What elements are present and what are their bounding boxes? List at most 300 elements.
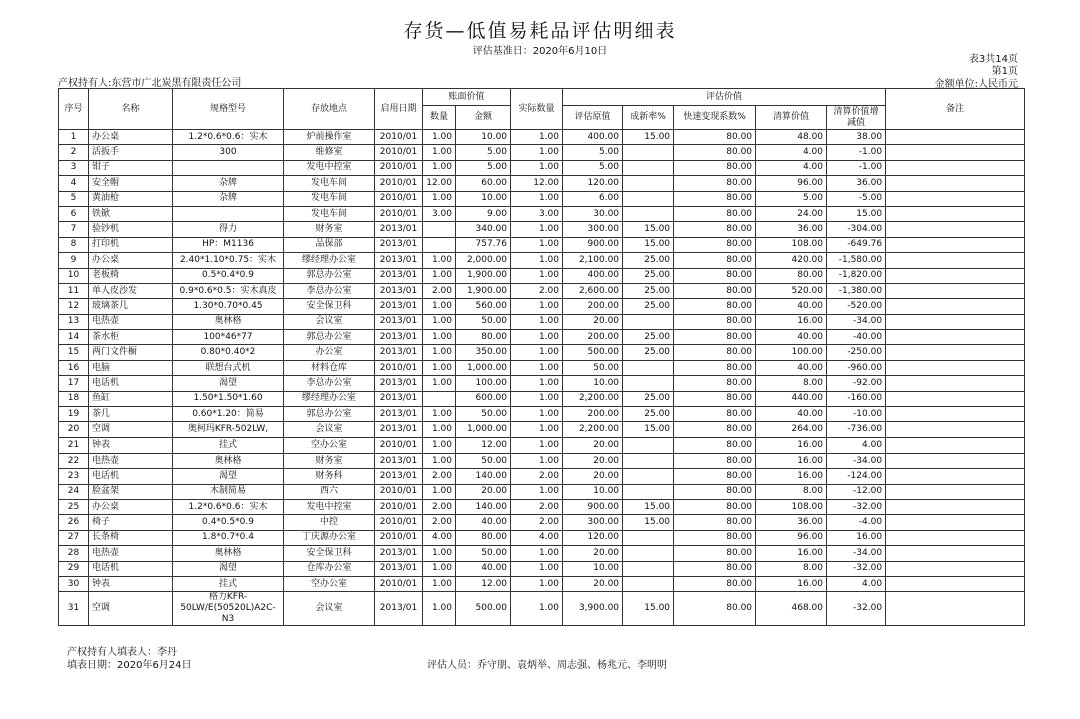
location-cell: 财务室 xyxy=(284,222,375,237)
actual-qty-cell: 1.00 xyxy=(511,330,563,345)
orig-value-cell: 120.00 xyxy=(563,530,623,545)
newness-cell xyxy=(623,438,674,453)
table-row xyxy=(59,515,1025,530)
qty-cell xyxy=(423,222,456,237)
quick-factor-cell: 80.00 xyxy=(674,176,756,191)
actual-qty-cell: 1.00 xyxy=(511,160,563,175)
seq-cell: 6 xyxy=(59,206,89,221)
amount-cell: 140.00 xyxy=(456,469,511,484)
quick-factor-cell: 80.00 xyxy=(674,330,756,345)
location-cell: 财务科 xyxy=(284,469,375,484)
qty-cell: 1.00 xyxy=(423,561,456,576)
newness-cell: 25.00 xyxy=(623,299,674,314)
quick-factor-cell: 80.00 xyxy=(674,453,756,468)
orig-value-cell: 10.00 xyxy=(563,376,623,391)
spec-cell xyxy=(173,206,284,221)
location-cell: 李总办公室 xyxy=(284,376,375,391)
spec-cell: 100*46*77 xyxy=(173,330,284,345)
qty-cell: 1.00 xyxy=(423,576,456,591)
liq-value-cell: 108.00 xyxy=(756,237,827,252)
remark-cell xyxy=(886,484,1025,499)
actual-qty-cell: 1.00 xyxy=(511,391,563,406)
actual-qty-cell: 1.00 xyxy=(511,299,563,314)
remark-cell xyxy=(886,391,1025,406)
orig-value-cell: 6.00 xyxy=(563,191,623,206)
amount-cell: 60.00 xyxy=(456,176,511,191)
orig-value-cell: 10.00 xyxy=(563,484,623,499)
table-row xyxy=(59,561,1025,576)
seq-cell: 16 xyxy=(59,360,89,375)
date-cell: 2013/01 xyxy=(375,283,423,298)
liq-gain-cell: -32.00 xyxy=(827,561,886,576)
liq-value-cell: 48.00 xyxy=(756,130,827,145)
amount-cell: 12.00 xyxy=(456,576,511,591)
actual-qty-cell: 4.00 xyxy=(511,530,563,545)
date-cell: 2013/01 xyxy=(375,237,423,252)
header-quick-factor: 快速变现系数% xyxy=(674,106,756,130)
qty-cell: 12.00 xyxy=(423,176,456,191)
seq-cell: 7 xyxy=(59,222,89,237)
newness-cell xyxy=(623,469,674,484)
liq-gain-cell: 36.00 xyxy=(827,176,886,191)
liq-gain-cell: -12.00 xyxy=(827,484,886,499)
quick-factor-cell: 80.00 xyxy=(674,160,756,175)
qty-cell: 1.00 xyxy=(423,330,456,345)
quick-factor-cell: 80.00 xyxy=(674,576,756,591)
liq-value-cell: 40.00 xyxy=(756,299,827,314)
spec-cell: 杂牌 xyxy=(173,176,284,191)
quick-factor-cell: 80.00 xyxy=(674,546,756,561)
seq-cell: 2 xyxy=(59,145,89,160)
orig-value-cell: 900.00 xyxy=(563,237,623,252)
actual-qty-cell: 1.00 xyxy=(511,407,563,422)
table-row xyxy=(59,237,1025,252)
orig-value-cell: 400.00 xyxy=(563,130,623,145)
actual-qty-cell: 1.00 xyxy=(511,546,563,561)
qty-cell: 1.00 xyxy=(423,453,456,468)
newness-cell xyxy=(623,453,674,468)
name-cell: 黄油枪 xyxy=(89,191,173,206)
location-cell: 会议室 xyxy=(284,422,375,438)
header-actual-qty: 实际数量 xyxy=(511,89,563,130)
qty-cell: 2.00 xyxy=(423,283,456,298)
spec-cell: 0.4*0.5*0.9 xyxy=(173,515,284,530)
newness-cell: 25.00 xyxy=(623,253,674,268)
spec-cell: 300 xyxy=(173,145,284,160)
name-cell: 两门文件橱 xyxy=(89,345,173,360)
orig-value-cell: 200.00 xyxy=(563,407,623,422)
qty-cell: 1.00 xyxy=(423,345,456,360)
spec-cell: 杂牌 xyxy=(173,191,284,206)
liq-gain-cell: -32.00 xyxy=(827,499,886,514)
date-cell: 2013/01 xyxy=(375,391,423,406)
name-cell: 铁锨 xyxy=(89,206,173,221)
liq-gain-cell: -1.00 xyxy=(827,145,886,160)
table-row xyxy=(59,176,1025,191)
qty-cell: 1.00 xyxy=(423,592,456,626)
spec-cell: 挂式 xyxy=(173,576,284,591)
remark-cell xyxy=(886,268,1025,283)
date-cell: 2010/01 xyxy=(375,191,423,206)
date-cell: 2013/01 xyxy=(375,330,423,345)
amount-cell: 1,000.00 xyxy=(456,422,511,438)
amount-cell: 9.00 xyxy=(456,206,511,221)
date-cell: 2010/01 xyxy=(375,576,423,591)
newness-cell: 25.00 xyxy=(623,268,674,283)
seq-cell: 21 xyxy=(59,438,89,453)
liq-value-cell: 8.00 xyxy=(756,376,827,391)
liq-value-cell: 16.00 xyxy=(756,469,827,484)
table-row xyxy=(59,422,1025,438)
seq-cell: 15 xyxy=(59,345,89,360)
location-cell: 郭总办公室 xyxy=(284,330,375,345)
newness-cell xyxy=(623,484,674,499)
name-cell: 脸盆架 xyxy=(89,484,173,499)
spec-cell: 奥林格 xyxy=(173,546,284,561)
seq-cell: 30 xyxy=(59,576,89,591)
table-row xyxy=(59,499,1025,514)
quick-factor-cell: 80.00 xyxy=(674,206,756,221)
orig-value-cell: 200.00 xyxy=(563,299,623,314)
liq-gain-cell: -649.76 xyxy=(827,237,886,252)
liq-gain-cell: -520.00 xyxy=(827,299,886,314)
location-cell: 安全保卫科 xyxy=(284,546,375,561)
newness-cell: 25.00 xyxy=(623,391,674,406)
orig-value-cell: 2,600.00 xyxy=(563,283,623,298)
actual-qty-cell: 1.00 xyxy=(511,314,563,329)
spec-cell: 1.30*0.70*0.45 xyxy=(173,299,284,314)
qty-cell: 1.00 xyxy=(423,160,456,175)
remark-cell xyxy=(886,360,1025,375)
date-cell: 2013/01 xyxy=(375,345,423,360)
newness-cell: 25.00 xyxy=(623,407,674,422)
seq-cell: 19 xyxy=(59,407,89,422)
newness-cell xyxy=(623,206,674,221)
spec-cell: 挂式 xyxy=(173,438,284,453)
name-cell: 办公桌 xyxy=(89,253,173,268)
table-row xyxy=(59,438,1025,453)
amount-cell: 50.00 xyxy=(456,314,511,329)
remark-cell xyxy=(886,422,1025,438)
location-cell: 郭总办公室 xyxy=(284,268,375,283)
liq-gain-cell: 15.00 xyxy=(827,206,886,221)
spec-cell: 奥林格 xyxy=(173,453,284,468)
remark-cell xyxy=(886,222,1025,237)
name-cell: 茶水柜 xyxy=(89,330,173,345)
liq-value-cell: 100.00 xyxy=(756,345,827,360)
quick-factor-cell: 80.00 xyxy=(674,515,756,530)
actual-qty-cell: 1.00 xyxy=(511,222,563,237)
spec-cell: 0.80*0.40*2 xyxy=(173,345,284,360)
orig-value-cell: 20.00 xyxy=(563,469,623,484)
amount-cell: 1,000.00 xyxy=(456,360,511,375)
remark-cell xyxy=(886,546,1025,561)
location-cell: 中控 xyxy=(284,515,375,530)
spec-cell: 0.5*0.4*0.9 xyxy=(173,268,284,283)
location-cell: 发电车间 xyxy=(284,176,375,191)
remark-cell xyxy=(886,314,1025,329)
liq-value-cell: 16.00 xyxy=(756,546,827,561)
qty-cell xyxy=(423,237,456,252)
location-cell: 发电车间 xyxy=(284,191,375,206)
quick-factor-cell: 80.00 xyxy=(674,314,756,329)
date-cell: 2013/01 xyxy=(375,376,423,391)
header-book-value: 账面价值 xyxy=(423,89,511,106)
orig-value-cell: 30.00 xyxy=(563,206,623,221)
orig-value-cell: 3,900.00 xyxy=(563,592,623,626)
seq-cell: 1 xyxy=(59,130,89,145)
qty-cell: 2.00 xyxy=(423,515,456,530)
spec-cell xyxy=(173,160,284,175)
base-date: 评估基准日：2020年6月10日 xyxy=(472,46,608,57)
remark-cell xyxy=(886,453,1025,468)
remark-cell xyxy=(886,576,1025,591)
location-cell: 西六 xyxy=(284,484,375,499)
table-row xyxy=(59,576,1025,591)
liq-value-cell: 96.00 xyxy=(756,176,827,191)
header-liq-gain: 清算价值增减值 xyxy=(827,106,886,130)
remark-cell xyxy=(886,515,1025,530)
seq-cell: 27 xyxy=(59,530,89,545)
quick-factor-cell: 80.00 xyxy=(674,530,756,545)
qty-cell: 1.00 xyxy=(423,299,456,314)
spec-cell: 0.9*0.6*0.5：实木真皮 xyxy=(173,283,284,298)
table-row xyxy=(59,206,1025,221)
qty-cell: 3.00 xyxy=(423,206,456,221)
newness-cell: 15.00 xyxy=(623,592,674,626)
table-number: 表3共14页 xyxy=(968,54,1018,65)
seq-cell: 29 xyxy=(59,561,89,576)
date-cell: 2013/01 xyxy=(375,299,423,314)
header-liq-value: 清算价值 xyxy=(756,106,827,130)
orig-value-cell: 5.00 xyxy=(563,145,623,160)
qty-cell: 1.00 xyxy=(423,422,456,438)
amount-cell: 560.00 xyxy=(456,299,511,314)
qty-cell: 1.00 xyxy=(423,268,456,283)
remark-cell xyxy=(886,438,1025,453)
table-row xyxy=(59,191,1025,206)
actual-qty-cell: 1.00 xyxy=(511,376,563,391)
qty-cell: 1.00 xyxy=(423,314,456,329)
spec-cell: 渴望 xyxy=(173,376,284,391)
newness-cell: 25.00 xyxy=(623,345,674,360)
orig-value-cell: 120.00 xyxy=(563,176,623,191)
date-cell: 2010/01 xyxy=(375,360,423,375)
page-title: 存货—低值易耗品评估明细表 xyxy=(403,20,677,42)
seq-cell: 23 xyxy=(59,469,89,484)
actual-qty-cell: 1.00 xyxy=(511,360,563,375)
liq-gain-cell: -736.00 xyxy=(827,422,886,438)
header-name: 名称 xyxy=(89,89,173,130)
table-row xyxy=(59,222,1025,237)
spec-cell: 0.60*1.20：简易 xyxy=(173,407,284,422)
newness-cell: 15.00 xyxy=(623,237,674,252)
name-cell: 空调 xyxy=(89,422,173,438)
spec-cell: 1.8*0.7*0.4 xyxy=(173,530,284,545)
name-cell: 单人皮沙发 xyxy=(89,283,173,298)
header-location: 存放地点 xyxy=(284,89,375,130)
name-cell: 钟表 xyxy=(89,576,173,591)
remark-cell xyxy=(886,130,1025,145)
liq-value-cell: 40.00 xyxy=(756,360,827,375)
actual-qty-cell: 12.00 xyxy=(511,176,563,191)
qty-cell: 1.00 xyxy=(423,546,456,561)
spec-cell: 木制简易 xyxy=(173,484,284,499)
amount-cell: 1,900.00 xyxy=(456,283,511,298)
newness-cell xyxy=(623,176,674,191)
location-cell: 发电车间 xyxy=(284,206,375,221)
name-cell: 办公桌 xyxy=(89,130,173,145)
liq-gain-cell: -160.00 xyxy=(827,391,886,406)
liq-value-cell: 4.00 xyxy=(756,160,827,175)
amount-cell: 10.00 xyxy=(456,191,511,206)
date-cell: 2013/01 xyxy=(375,561,423,576)
liq-gain-cell: -4.00 xyxy=(827,515,886,530)
seq-cell: 13 xyxy=(59,314,89,329)
seq-cell: 5 xyxy=(59,191,89,206)
orig-value-cell: 20.00 xyxy=(563,546,623,561)
seq-cell: 26 xyxy=(59,515,89,530)
table-row xyxy=(59,546,1025,561)
actual-qty-cell: 1.00 xyxy=(511,191,563,206)
spec-cell: 得力 xyxy=(173,222,284,237)
actual-qty-cell: 2.00 xyxy=(511,499,563,514)
newness-cell: 25.00 xyxy=(623,330,674,345)
newness-cell xyxy=(623,160,674,175)
date-cell: 2013/01 xyxy=(375,253,423,268)
remark-cell xyxy=(886,176,1025,191)
orig-value-cell: 2,200.00 xyxy=(563,422,623,438)
spec-cell: 联想台式机 xyxy=(173,360,284,375)
liq-gain-cell: -5.00 xyxy=(827,191,886,206)
name-cell: 电话机 xyxy=(89,561,173,576)
seq-cell: 9 xyxy=(59,253,89,268)
location-cell: 发电中控室 xyxy=(284,160,375,175)
name-cell: 长条椅 xyxy=(89,530,173,545)
date-cell: 2010/01 xyxy=(375,484,423,499)
name-cell: 电话机 xyxy=(89,376,173,391)
table-row xyxy=(59,268,1025,283)
spec-cell: 1.2*0.6*0.6：实木 xyxy=(173,130,284,145)
qty-cell: 1.00 xyxy=(423,376,456,391)
liq-gain-cell: -124.00 xyxy=(827,469,886,484)
actual-qty-cell: 1.00 xyxy=(511,484,563,499)
liq-gain-cell: -1,820.00 xyxy=(827,268,886,283)
actual-qty-cell: 1.00 xyxy=(511,576,563,591)
amount-cell: 40.00 xyxy=(456,561,511,576)
table-row xyxy=(59,160,1025,175)
spec-cell: HP：M1136 xyxy=(173,237,284,252)
currency-unit: 金额单位:人民币元 xyxy=(934,79,1018,90)
name-cell: 老板椅 xyxy=(89,268,173,283)
newness-cell xyxy=(623,576,674,591)
liq-value-cell: 520.00 xyxy=(756,283,827,298)
seq-cell: 4 xyxy=(59,176,89,191)
quick-factor-cell: 80.00 xyxy=(674,299,756,314)
remark-cell xyxy=(886,191,1025,206)
qty-cell xyxy=(423,391,456,406)
amount-cell: 40.00 xyxy=(456,515,511,530)
actual-qty-cell: 2.00 xyxy=(511,469,563,484)
date-cell: 2013/01 xyxy=(375,592,423,626)
amount-cell: 50.00 xyxy=(456,546,511,561)
seq-cell: 22 xyxy=(59,453,89,468)
name-cell: 安全帽 xyxy=(89,176,173,191)
quick-factor-cell: 80.00 xyxy=(674,391,756,406)
page-number: 第1页 xyxy=(991,66,1018,77)
liq-gain-cell: -40.00 xyxy=(827,330,886,345)
seq-cell: 24 xyxy=(59,484,89,499)
remark-cell xyxy=(886,530,1025,545)
location-cell: 办公室 xyxy=(284,345,375,360)
spec-cell: 渴望 xyxy=(173,469,284,484)
orig-value-cell: 20.00 xyxy=(563,453,623,468)
location-cell: 会议室 xyxy=(284,592,375,626)
liq-gain-cell: -34.00 xyxy=(827,546,886,561)
qty-cell: 1.00 xyxy=(423,407,456,422)
liq-gain-cell: -92.00 xyxy=(827,376,886,391)
newness-cell: 15.00 xyxy=(623,222,674,237)
orig-value-cell: 300.00 xyxy=(563,515,623,530)
seq-cell: 10 xyxy=(59,268,89,283)
quick-factor-cell: 80.00 xyxy=(674,191,756,206)
liq-value-cell: 80.00 xyxy=(756,268,827,283)
table-row xyxy=(59,330,1025,345)
header-orig-value: 评估原值 xyxy=(563,106,623,130)
date-cell: 2010/01 xyxy=(375,438,423,453)
amount-cell: 5.00 xyxy=(456,145,511,160)
actual-qty-cell: 3.00 xyxy=(511,206,563,221)
orig-value-cell: 2,200.00 xyxy=(563,391,623,406)
seq-cell: 3 xyxy=(59,160,89,175)
liq-gain-cell: -1.00 xyxy=(827,160,886,175)
quick-factor-cell: 80.00 xyxy=(674,484,756,499)
quick-factor-cell: 80.00 xyxy=(674,376,756,391)
location-cell: 空办公室 xyxy=(284,438,375,453)
liq-value-cell: 36.00 xyxy=(756,515,827,530)
qty-cell: 1.00 xyxy=(423,438,456,453)
liq-value-cell: 8.00 xyxy=(756,484,827,499)
location-cell: 空办公室 xyxy=(284,576,375,591)
date-cell: 2010/01 xyxy=(375,499,423,514)
quick-factor-cell: 80.00 xyxy=(674,469,756,484)
remark-cell xyxy=(886,592,1025,626)
name-cell: 电话机 xyxy=(89,469,173,484)
qty-cell: 1.00 xyxy=(423,484,456,499)
amount-cell: 2,000.00 xyxy=(456,253,511,268)
actual-qty-cell: 1.00 xyxy=(511,345,563,360)
newness-cell xyxy=(623,360,674,375)
quick-factor-cell: 80.00 xyxy=(674,253,756,268)
actual-qty-cell: 1.00 xyxy=(511,438,563,453)
qty-cell: 1.00 xyxy=(423,360,456,375)
liq-value-cell: 40.00 xyxy=(756,407,827,422)
quick-factor-cell: 80.00 xyxy=(674,237,756,252)
name-cell: 打印机 xyxy=(89,237,173,252)
liq-value-cell: 16.00 xyxy=(756,453,827,468)
header-spec: 规格型号 xyxy=(173,89,284,130)
newness-cell xyxy=(623,191,674,206)
location-cell: 丁庆源办公室 xyxy=(284,530,375,545)
seq-cell: 20 xyxy=(59,422,89,438)
evaluators: 评估人员：乔守朋、袁炳举、周志强、杨兆元、李明明 xyxy=(427,660,667,671)
liq-gain-cell: -1,380.00 xyxy=(827,283,886,298)
table-row xyxy=(59,407,1025,422)
name-cell: 验钞机 xyxy=(89,222,173,237)
actual-qty-cell: 1.00 xyxy=(511,145,563,160)
qty-cell: 2.00 xyxy=(423,469,456,484)
remark-cell xyxy=(886,299,1025,314)
